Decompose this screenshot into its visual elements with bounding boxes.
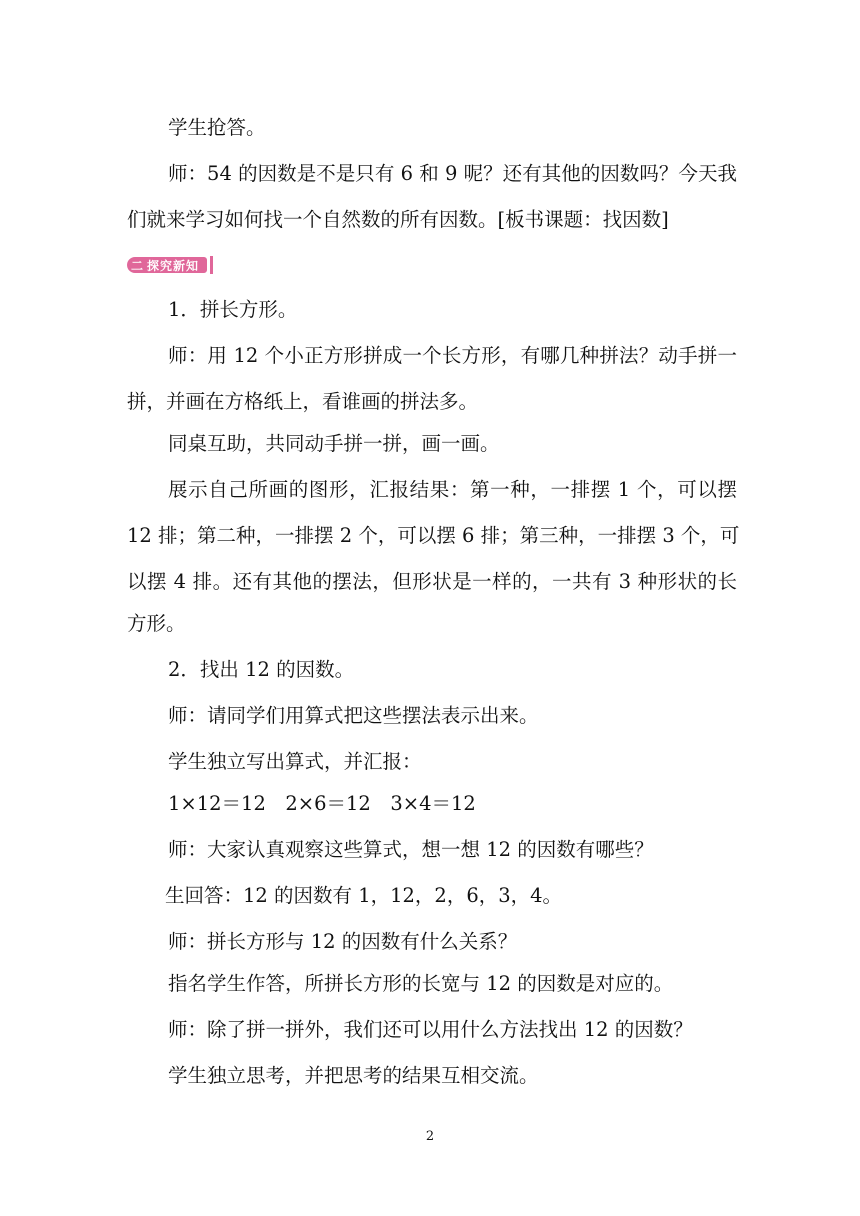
paragraph-line: 12 排；第二种，一排摆 2 个，可以摆 6 排；第三种，一排摆 3 个，可 bbox=[127, 524, 740, 547]
paragraph-line: 拼，并画在方格纸上，看谁画的拼法多。 bbox=[127, 390, 479, 413]
paragraph-line: 们就来学习如何找一个自然数的所有因数。[板书课题：找因数] bbox=[127, 208, 669, 231]
paragraph-line: 师：54 的因数是不是只有 6 和 9 呢？还有其他的因数吗？今天我 bbox=[168, 162, 737, 185]
paragraph-line: 1．拼长方形。 bbox=[168, 298, 298, 321]
paragraph-line: 指名学生作答，所拼长方形的长宽与 12 的因数是对应的。 bbox=[168, 972, 674, 995]
paragraph-line: 同桌互助，共同动手拼一拼，画一画。 bbox=[168, 432, 500, 455]
paragraph-line: 学生抢答。 bbox=[168, 116, 266, 139]
paragraph-line: 生回答：12 的因数有 1，12，2，6，3，4。 bbox=[165, 884, 563, 907]
section-badge bbox=[127, 257, 207, 273]
section-number: 二 bbox=[131, 258, 144, 273]
paragraph-line: 学生独立思考，并把思考的结果互相交流。 bbox=[168, 1064, 539, 1087]
section-header bbox=[127, 255, 213, 275]
paragraph-line: 师：大家认真观察这些算式，想一想 12 的因数有哪些？ bbox=[168, 838, 654, 861]
paragraph-line: 学生独立写出算式，并汇报： bbox=[168, 750, 422, 773]
paragraph-line: 师：拼长方形与 12 的因数有什么关系？ bbox=[168, 930, 518, 953]
section-divider bbox=[210, 256, 213, 274]
paragraph-line: 师：用 12 个小正方形拼成一个长方形，有哪几种拼法？动手拼一 bbox=[168, 344, 737, 367]
paragraph-line: 师：请同学们用算式把这些摆法表示出来。 bbox=[168, 704, 539, 727]
section-title: 探究新知 bbox=[147, 258, 200, 273]
paragraph-line: 展示自己所画的图形，汇报结果：第一种，一排摆 1 个，可以摆 bbox=[168, 478, 737, 501]
paragraph-line: 2．找出 12 的因数。 bbox=[168, 658, 355, 681]
paragraph-line: 师：除了拼一拼外，我们还可以用什么方法找出 12 的因数？ bbox=[168, 1018, 693, 1041]
equation-line: 1×12＝12 2×6＝12 3×4＝12 bbox=[168, 792, 476, 815]
paragraph-line: 以摆 4 排。还有其他的摆法，但形状是一样的，一共有 3 种形状的长 bbox=[127, 570, 737, 593]
paragraph-line: 方形。 bbox=[127, 612, 186, 635]
page-number: 2 bbox=[425, 1129, 435, 1144]
